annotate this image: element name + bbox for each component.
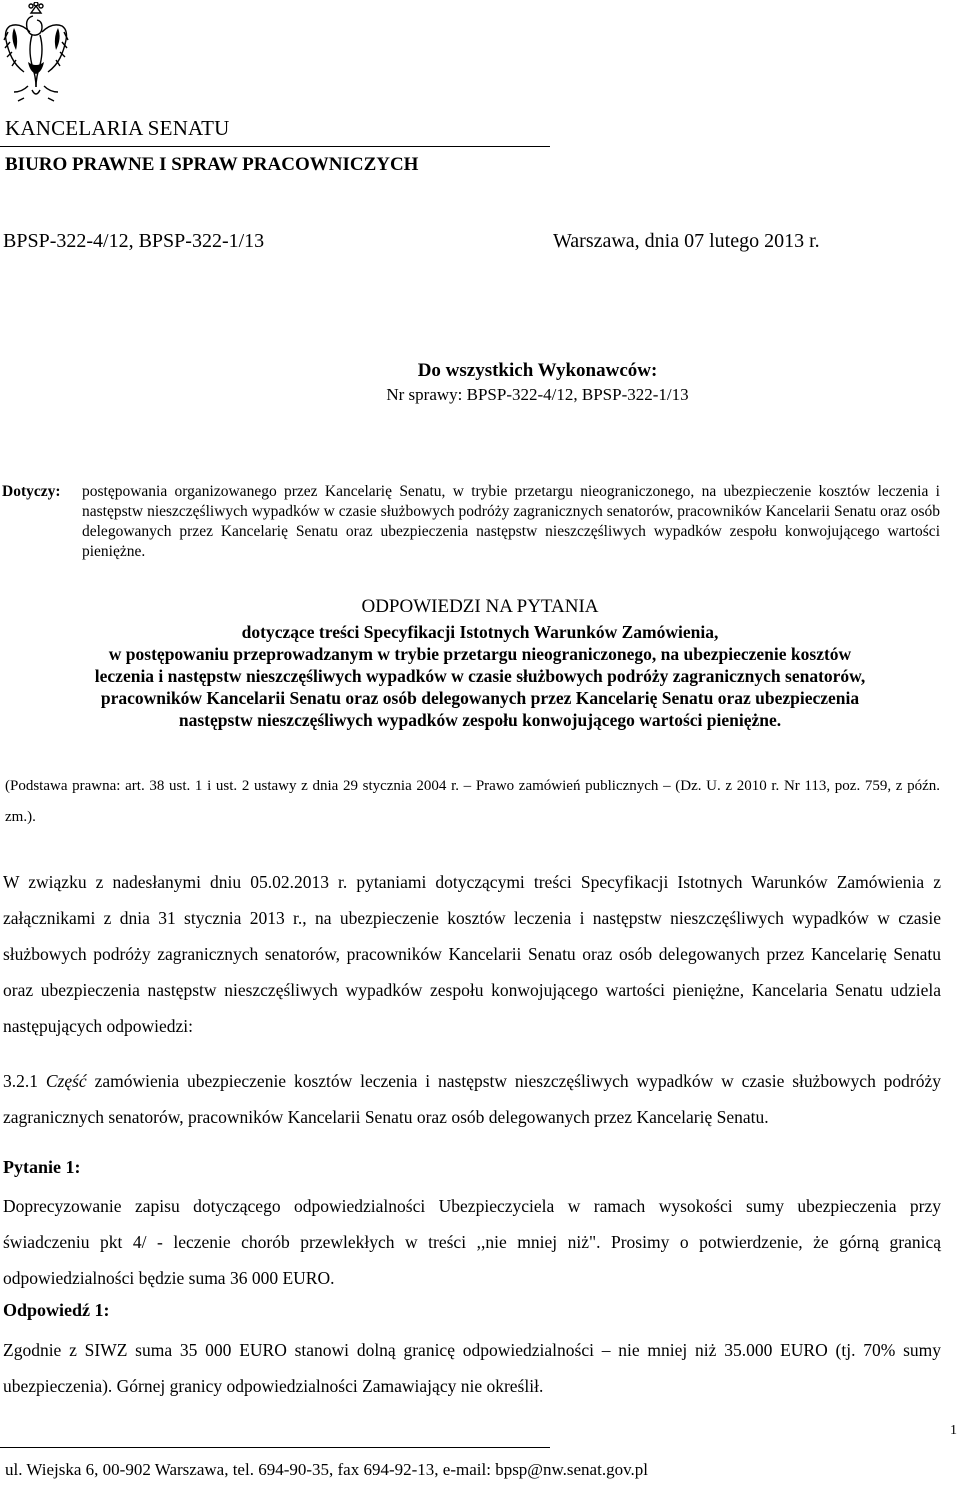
footer-address: ul. Wiejska 6, 00-902 Warszawa, tel. 694-90-35, fax 694-92-13, e-mail: bpsp@nw.senat.gov.pl	[5, 1460, 648, 1479]
part-label: Część	[45, 1071, 87, 1091]
department-name: BIURO PRAWNE I SPRAW PRACOWNICZYCH	[5, 154, 419, 175]
part-number: 3.2.1	[3, 1071, 38, 1091]
regarding-label: Dotyczy:	[2, 483, 61, 500]
recipients-case-number: Nr sprawy: BPSP-322-4/12, BPSP-322-1/13	[386, 385, 689, 404]
answers-title: ODPOWIEDZI NA PYTANIA	[361, 596, 599, 617]
answers-subtitle-line: dotyczące treści Specyfikacji Istotnych Warunków Zamówienia,	[241, 622, 719, 642]
recipients-title: Do wszystkich Wykonawców:	[417, 360, 658, 381]
footer-divider	[0, 1447, 550, 1448]
answers-subtitle-line: następstw nieszczęśliwych wypadków zespołu konwojującego wartości pieniężne.	[178, 710, 782, 730]
answer-1-label: Odpowiedź 1:	[3, 1300, 110, 1320]
answers-subtitle-line: pracowników Kancelarii Senatu oraz osób delegowanych przez Kancelarię Senatu oraz ubezpieczenia	[100, 688, 860, 708]
legal-basis: (Podstawa prawna: art. 38 ust. 1 i ust. 2 ustawy z dnia 29 stycznia 2004 r. – Prawo zamówień publicznych – (Dz. U. z 2010 r. Nr 113, poz. 759, z późn. zm.).	[5, 778, 940, 825]
answers-subtitle-line: leczenia i następstw nieszczęśliwych wypadków w czasie służbowych podróży zagranicznych senatorów,	[94, 666, 866, 686]
answers-subtitle-line: w postępowaniu przeprowadzanym w trybie przetargu nieograniczonego, na ubezpieczenie kosztów	[108, 644, 852, 664]
answer-1-text: Zgodnie z SIWZ suma 35 000 EURO stanowi dolną granicę odpowiedzialności – nie mniej niż 35.000 EURO (tj. 70% sumy ubezpieczenia). Górnej granicy odpowiedzialności Zamawiający nie określił.	[3, 1340, 941, 1396]
intro-paragraph: W związku z nadesłanymi dniu 05.02.2013 r. pytaniami dotyczącymi treści Specyfikacji Istotnych Warunków Zamówienia z załącznikami z dnia 31 stycznia 2013 r., na ubezpieczenie kosztów leczenia i następstw nieszczęśliwych wypadków w czasie służbowych podróży zagranicznych senatorów, pracowników Kancelarii Senatu oraz osób delegowanych przez Kancelarię Senatu oraz ubezpieczenia następstw nieszczęśliwych wypadków zespołu konwojującego wartości pieniężne, Kancelaria Senatu udziela następujących odpowiedzi:	[3, 872, 941, 1036]
organization-name: KANCELARIA SENATU	[5, 116, 230, 140]
page-number: 1	[950, 1423, 957, 1438]
header-divider	[0, 146, 550, 147]
case-reference: BPSP-322-4/12, BPSP-322-1/13	[3, 230, 265, 252]
answers-heading	[0, 596, 960, 731]
place-and-date: Warszawa, dnia 07 lutego 2013 r.	[553, 230, 820, 252]
question-1-label: Pytanie 1:	[3, 1157, 81, 1177]
recipients-block	[0, 360, 960, 405]
polish-eagle-emblem-icon	[2, 2, 70, 102]
part-text: zamówienia ubezpieczenie kosztów leczenia i następstw nieszczęśliwych wypadków w czasie służbowych podróży zagranicznych senatorów, pracowników Kancelarii Senatu oraz osób delegowanych przez Kancelarię Senatu.	[3, 1071, 942, 1127]
regarding-text: postępowania organizowanego przez Kancelarię Senatu, w trybie przetargu nieograniczonego, na ubezpieczenie kosztów leczenia i następstw nieszczęśliwych wypadków w czasie służbowych podróży zagranicznych senatorów, pracowników Kancelarii Senatu oraz osób delegowanych przez Kancelarię Senatu oraz ubezpieczenia następstw nieszczęśliwych wypadków zespołu konwojującego wartości pieniężne.	[82, 483, 940, 560]
question-1-text: Doprecyzowanie zapisu dotyczącego odpowiedzialności Ubezpieczyciela w ramach wysokości sumy ubezpieczenia przy świadczeniu pkt 4/ - leczenie chorób przewlekłych w treści ,,nie mniej niż". Prosimy o potwierdzenie, że górną granicą odpowiedzialności będzie suma 36 000 EURO.	[3, 1196, 941, 1288]
regarding-block	[2, 482, 940, 562]
part-paragraph	[3, 1063, 941, 1135]
